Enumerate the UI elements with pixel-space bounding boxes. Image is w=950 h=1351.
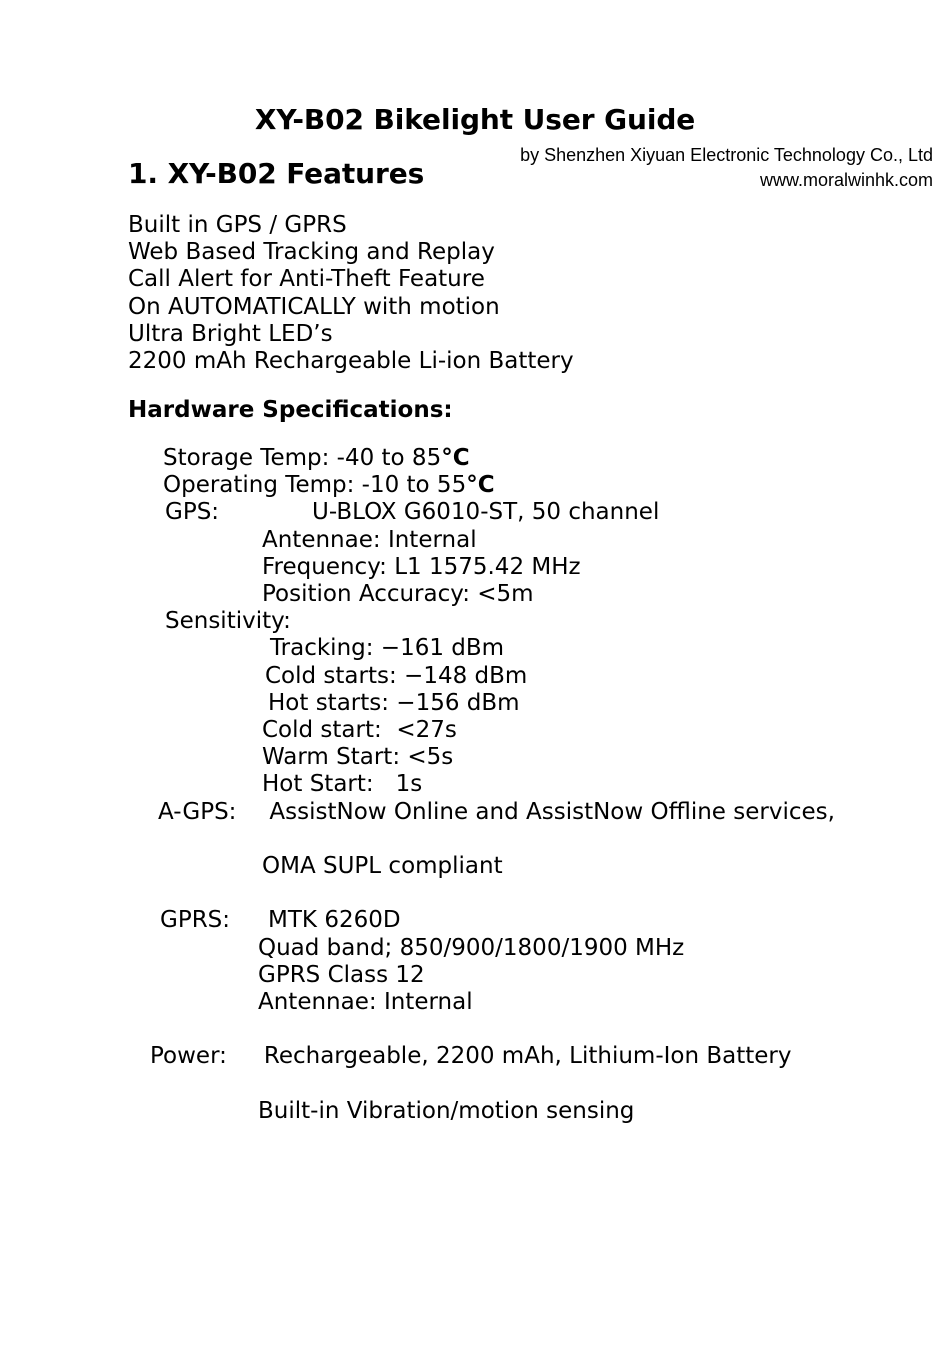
spacer-line (0, 1016, 950, 1043)
feature-item: On AUTOMATICALLY with motion (128, 293, 500, 320)
spec-gprs-antennae: Antennae: Internal (258, 989, 473, 1016)
spec-cold-start: Cold start: <27s (262, 717, 457, 744)
spec-sensitivity-hot-starts: Hot starts: −156 dBm (268, 689, 520, 716)
spec-agps-services: AssistNow Online and AssistNow Offline services, (269, 798, 835, 825)
degree-celsius-unit: °C (441, 445, 470, 471)
document-title: XY-B02 Bikelight User Guide (254, 103, 696, 136)
feature-item: Call Alert for Anti-Theft Feature (128, 266, 485, 293)
spacer-line (0, 880, 950, 907)
features-list (128, 212, 574, 375)
feature-item: Ultra Bright LED’s (128, 320, 333, 347)
byline-website: www.moralwinhk.com (759, 170, 933, 190)
feature-item: Web Based Tracking and Replay (128, 239, 495, 266)
spacer-line (0, 826, 950, 853)
spec-power-vibration: Built-in Vibration/motion sensing (258, 1097, 635, 1124)
spec-storage-temp: Storage Temp: -40 to 85°C (163, 445, 470, 471)
spec-sensitivity-cold-starts: Cold starts: −148 dBm (265, 662, 528, 689)
spec-gprs-class: GPRS Class 12 (258, 961, 425, 988)
spec-gps-antennae: Antennae: Internal (262, 526, 477, 553)
spec-gprs-row (0, 907, 950, 934)
byline (413, 143, 933, 193)
spec-power-label: Power: (150, 1043, 227, 1070)
spec-sensitivity-label: Sensitivity: (165, 608, 291, 635)
spec-agps-row (0, 799, 950, 826)
spec-gps-row (0, 499, 950, 526)
section-heading-features: 1. XY-B02 Features (128, 157, 425, 190)
degree-celsius-unit: °C (466, 472, 495, 499)
hardware-specifications-heading: Hardware Specifications: (128, 397, 453, 423)
spec-gps-frequency: Frequency: L1 1575.42 MHz (262, 553, 581, 580)
spec-sensitivity-tracking: Tracking: −161 dBm (270, 635, 505, 662)
spec-warm-start: Warm Start: <5s (262, 744, 454, 771)
spec-agps-oma: OMA SUPL compliant (262, 853, 503, 880)
spec-gprs-label: GPRS: (160, 907, 231, 934)
spec-gps-position-accuracy: Position Accuracy: <5m (262, 581, 534, 608)
spec-gprs-chipset: MTK 6260D (268, 907, 401, 934)
hardware-specifications-list (0, 445, 950, 1125)
spec-power-row (0, 1043, 950, 1070)
spec-gps-label: GPS: (165, 499, 220, 526)
spec-agps-label: A-GPS: (158, 798, 237, 825)
spec-operating-temp: Operating Temp: -10 to 55°C (163, 472, 495, 499)
spec-power-battery: Rechargeable, 2200 mAh, Lithium-Ion Battery (263, 1043, 792, 1070)
spec-gprs-bands: Quad band; 850/900/1800/1900 MHz (258, 934, 685, 961)
spacer-line (0, 1071, 950, 1098)
feature-item: 2200 mAh Rechargeable Li-ion Battery (128, 348, 574, 375)
byline-company: by Shenzhen Xiyuan Electronic Technology Co., Ltd (520, 145, 933, 165)
spec-hot-start: Hot Start: 1s (262, 771, 423, 798)
feature-item: Built in GPS / GPRS (128, 212, 347, 238)
spec-gps-chipset: U-BLOX G6010-ST, 50 channel (312, 499, 660, 526)
